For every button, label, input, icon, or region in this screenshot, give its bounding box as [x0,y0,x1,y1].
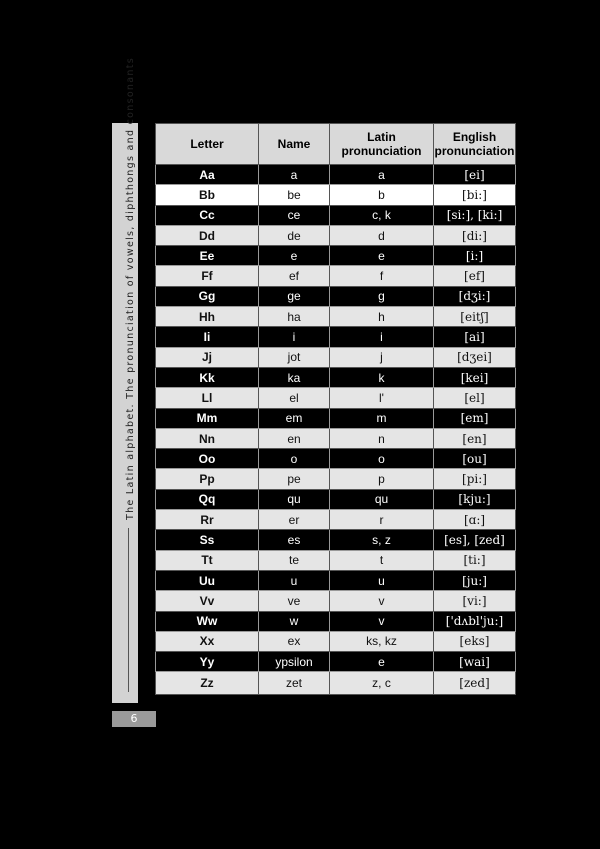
name-cell: ge [259,286,330,306]
english-pronunciation-cell: [ou] [434,449,516,469]
letter-cell: Ff [156,266,259,286]
table-row [156,672,516,695]
english-pronunciation-cell: [en] [434,428,516,448]
table-header-row [156,124,516,165]
table-row [156,286,516,306]
english-pronunciation-cell: [ti:] [434,550,516,570]
table-row [156,347,516,367]
letter-cell: Bb [156,185,259,205]
name-cell: zet [259,672,330,695]
name-cell: u [259,570,330,590]
english-pronunciation-cell: [ai] [434,327,516,347]
table-body [156,165,516,695]
name-cell: em [259,408,330,428]
table-row [156,205,516,225]
english-pronunciation-cell: [si:], [ki:] [434,205,516,225]
latin-pronunciation-cell: n [330,428,434,448]
letter-cell: Uu [156,570,259,590]
english-pronunciation-cell: [ju:] [434,570,516,590]
latin-pronunciation-cell: v [330,611,434,631]
table-row [156,266,516,286]
latin-pronunciation-cell: d [330,225,434,245]
latin-pronunciation-cell: m [330,408,434,428]
latin-pronunciation-cell: i [330,327,434,347]
table-row [156,469,516,489]
letter-cell: Gg [156,286,259,306]
english-pronunciation-cell: [kei] [434,367,516,387]
latin-pronunciation-cell: z, c [330,672,434,695]
english-pronunciation-cell: [eitʃ] [434,307,516,327]
latin-pronunciation-cell: u [330,570,434,590]
latin-pronunciation-cell: s, z [330,530,434,550]
name-cell: es [259,530,330,550]
english-pronunciation-cell: [zed] [434,672,516,695]
name-cell: pe [259,469,330,489]
letter-cell: Vv [156,591,259,611]
table-row [156,591,516,611]
latin-pronunciation-cell: l' [330,388,434,408]
letter-cell: Ss [156,530,259,550]
table-row [156,550,516,570]
letter-cell: Hh [156,307,259,327]
latin-pronunciation-cell: t [330,550,434,570]
english-pronunciation-cell: [el] [434,388,516,408]
letter-cell: Dd [156,225,259,245]
latin-pronunciation-cell: e [330,652,434,672]
letter-cell: Mm [156,408,259,428]
latin-pronunciation-cell: b [330,185,434,205]
latin-pronunciation-cell: v [330,591,434,611]
header-letter: Letter [156,124,259,165]
name-cell: o [259,449,330,469]
latin-pronunciation-cell: ks, kz [330,631,434,651]
name-cell: te [259,550,330,570]
latin-pronunciation-cell: o [330,449,434,469]
letter-cell: Yy [156,652,259,672]
table-row [156,246,516,266]
latin-pronunciation-cell: h [330,307,434,327]
letter-cell: Pp [156,469,259,489]
name-cell: ha [259,307,330,327]
letter-cell: Ww [156,611,259,631]
english-pronunciation-cell: [eks] [434,631,516,651]
header-name: Name [259,124,330,165]
letter-cell: Xx [156,631,259,651]
table-row [156,367,516,387]
page-number: 6 [112,711,156,727]
letter-cell: Cc [156,205,259,225]
name-cell: ypsilon [259,652,330,672]
english-pronunciation-cell: [i:] [434,246,516,266]
letter-cell: Aa [156,165,259,185]
latin-pronunciation-cell: c, k [330,205,434,225]
english-pronunciation-cell: [dʒei] [434,347,516,367]
english-pronunciation-cell: [ef] [434,266,516,286]
letter-cell: Zz [156,672,259,695]
table-row [156,165,516,185]
latin-pronunciation-cell: qu [330,489,434,509]
english-pronunciation-cell: [ei] [434,165,516,185]
table-row [156,185,516,205]
latin-pronunciation-cell: a [330,165,434,185]
table-row [156,408,516,428]
english-pronunciation-cell: [bi:] [434,185,516,205]
latin-pronunciation-cell: p [330,469,434,489]
table-row [156,611,516,631]
sidebar-vertical-title: The Latin alphabet. The pronunciation of vowels, diphthongs and consonants [125,57,136,520]
letter-cell: Tt [156,550,259,570]
table-row [156,327,516,347]
name-cell: en [259,428,330,448]
english-pronunciation-cell: [ɑ:] [434,510,516,530]
letter-cell: Rr [156,510,259,530]
table-row [156,530,516,550]
name-cell: ve [259,591,330,611]
name-cell: jot [259,347,330,367]
letter-cell: Ii [156,327,259,347]
name-cell: er [259,510,330,530]
alphabet-table [155,123,516,695]
english-pronunciation-cell: [dʒi:] [434,286,516,306]
letter-cell: Jj [156,347,259,367]
english-pronunciation-cell: [em] [434,408,516,428]
latin-pronunciation-cell: e [330,246,434,266]
table-row [156,652,516,672]
english-pronunciation-cell: [pi:] [434,469,516,489]
table-row [156,489,516,509]
english-pronunciation-cell: [wai] [434,652,516,672]
table-row [156,307,516,327]
latin-pronunciation-cell: g [330,286,434,306]
table-row [156,510,516,530]
english-pronunciation-cell: [di:] [434,225,516,245]
name-cell: de [259,225,330,245]
letter-cell: Kk [156,367,259,387]
name-cell: be [259,185,330,205]
header-english-pronunciation: English pronunciation [434,124,516,165]
table-row [156,428,516,448]
name-cell: ef [259,266,330,286]
letter-cell: Ee [156,246,259,266]
table-row [156,449,516,469]
name-cell: i [259,327,330,347]
english-pronunciation-cell: [es], [zed] [434,530,516,550]
table-row [156,388,516,408]
table-row [156,225,516,245]
latin-pronunciation-cell: k [330,367,434,387]
latin-pronunciation-cell: r [330,510,434,530]
english-pronunciation-cell: ['dʌbl'ju:] [434,611,516,631]
name-cell: ex [259,631,330,651]
header-latin-pronunciation: Latin pronunciation [330,124,434,165]
letter-cell: Qq [156,489,259,509]
name-cell: qu [259,489,330,509]
name-cell: ce [259,205,330,225]
table-row [156,570,516,590]
table-row [156,631,516,651]
english-pronunciation-cell: [vi:] [434,591,516,611]
name-cell: w [259,611,330,631]
name-cell: e [259,246,330,266]
letter-cell: Oo [156,449,259,469]
letter-cell: Ll [156,388,259,408]
name-cell: ka [259,367,330,387]
letter-cell: Nn [156,428,259,448]
name-cell: el [259,388,330,408]
name-cell: a [259,165,330,185]
sidebar-divider-line [128,528,129,692]
latin-pronunciation-cell: j [330,347,434,367]
latin-pronunciation-cell: f [330,266,434,286]
english-pronunciation-cell: [kju:] [434,489,516,509]
